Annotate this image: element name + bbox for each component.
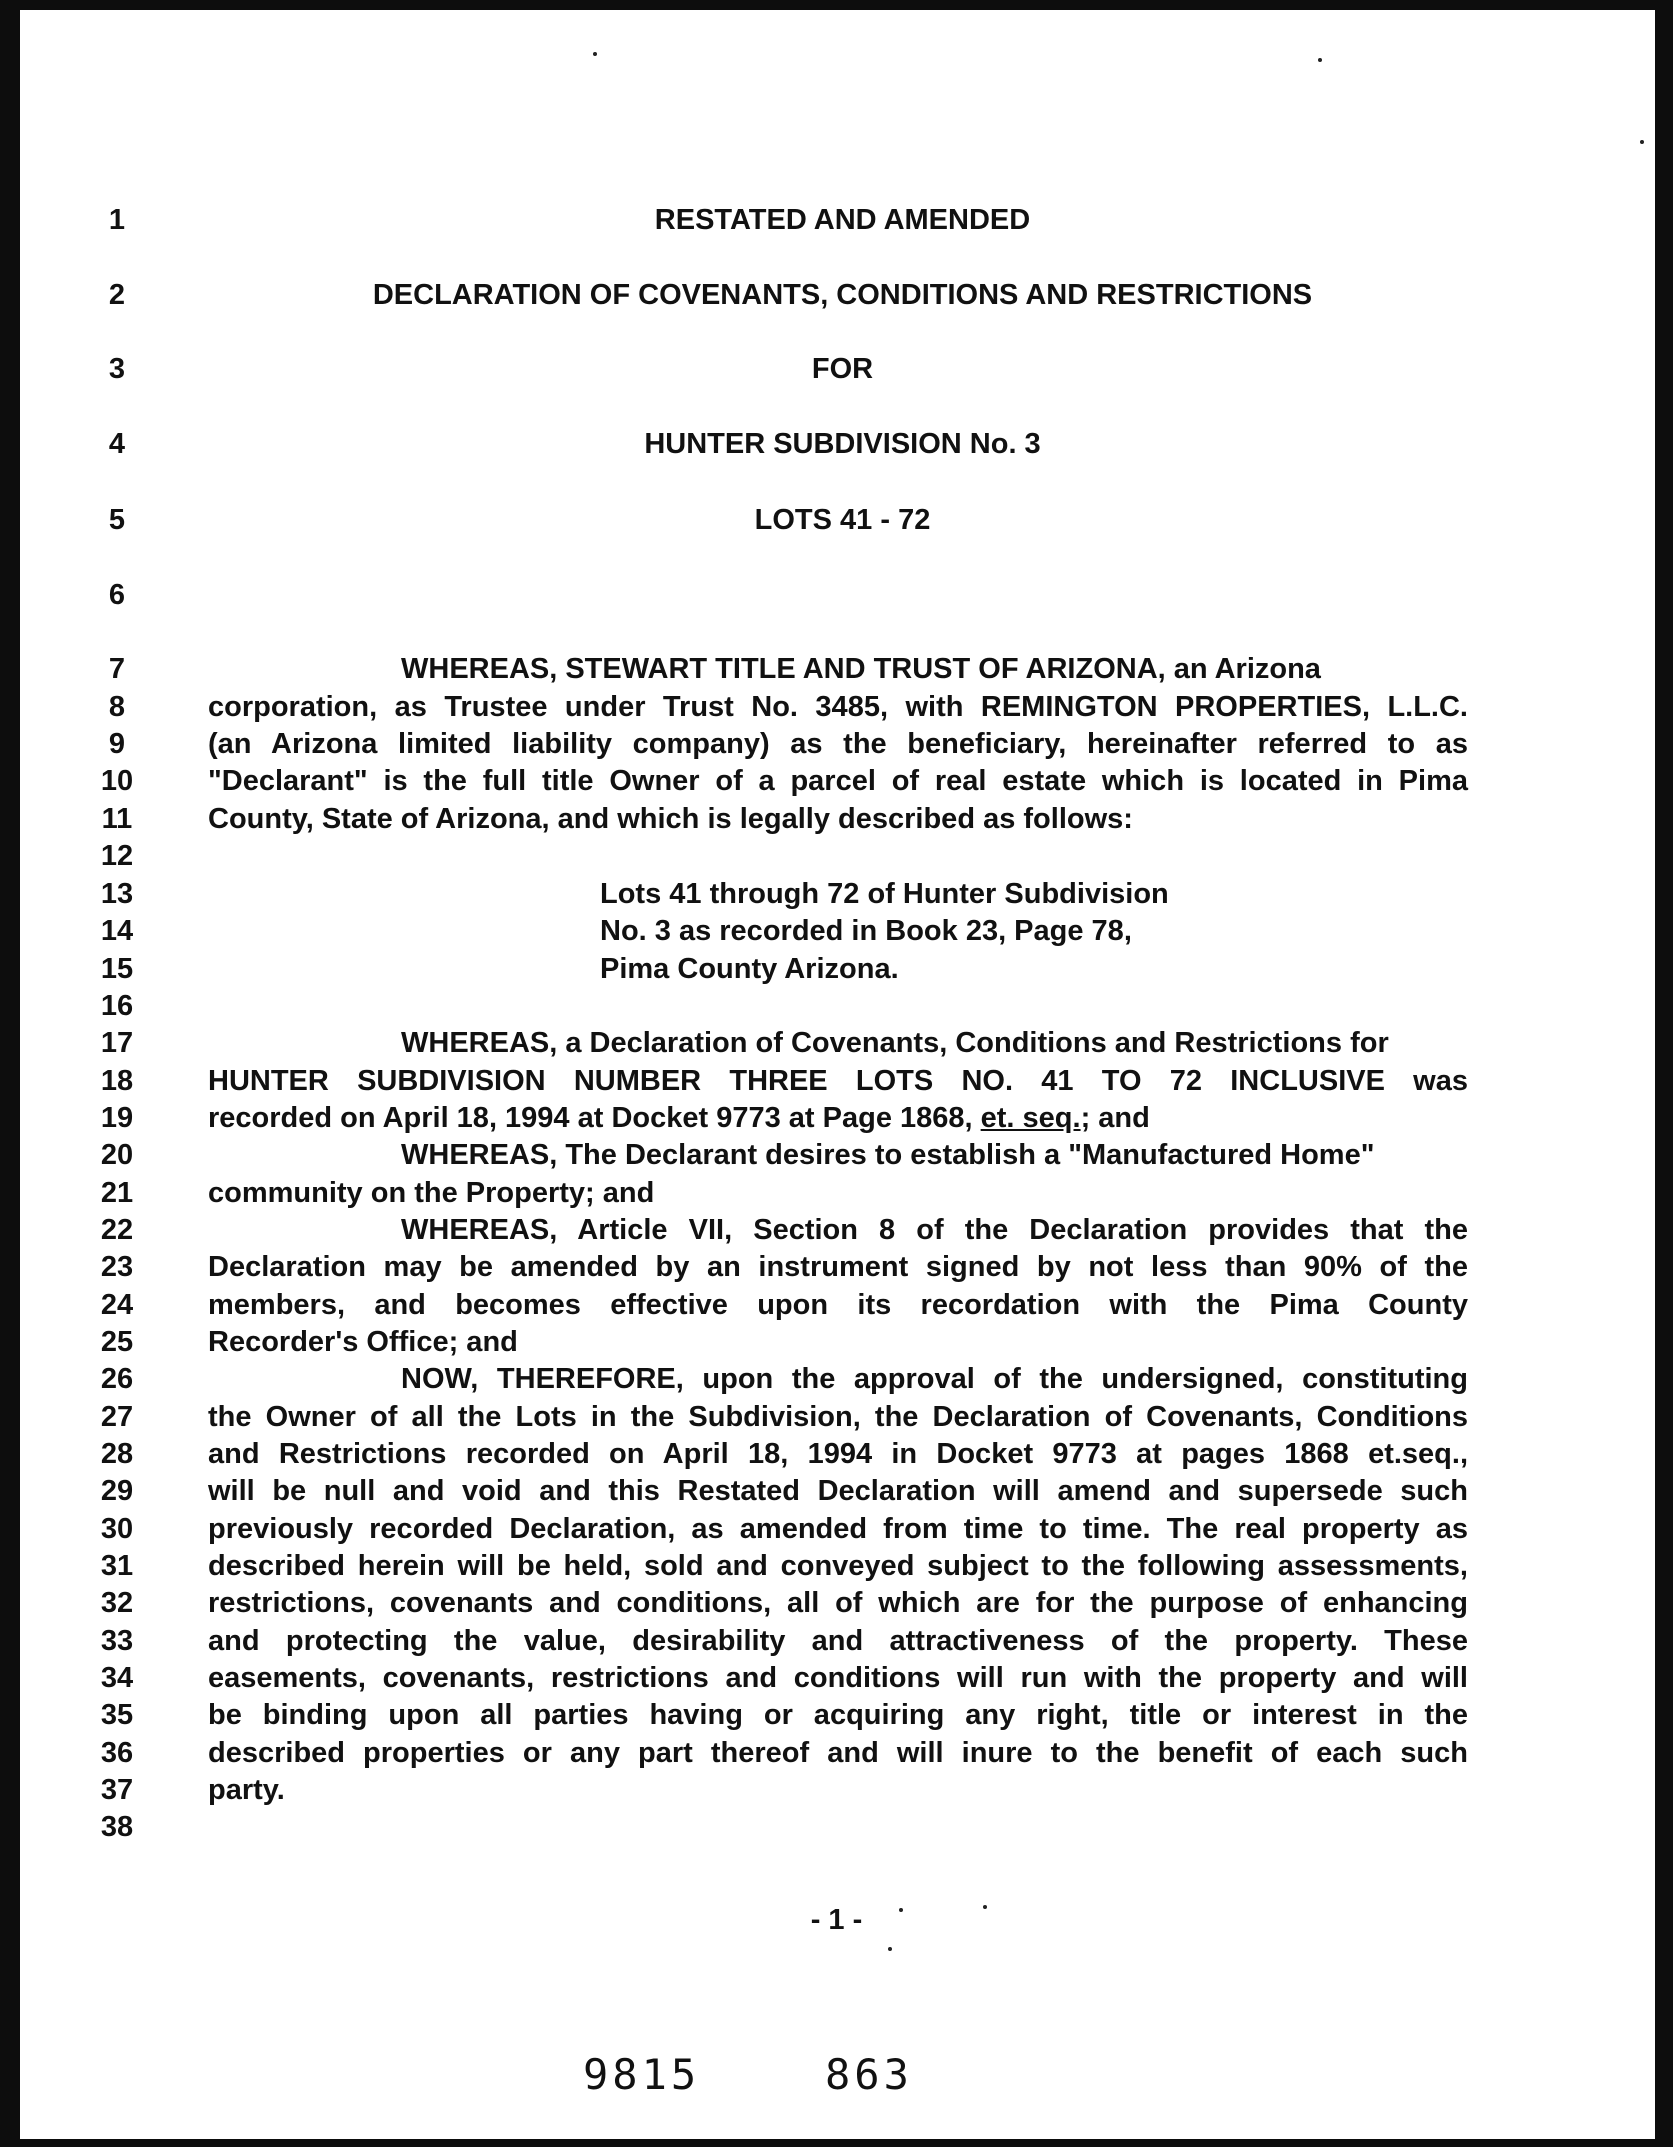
line-number: 36 <box>100 1737 134 1769</box>
scan-speck <box>593 52 597 56</box>
et-seq-underlined: et. seq. <box>980 1102 1081 1134</box>
body-line-27: the Owner of all the Lots in the Subdivision, the Declaration of Covenants, Conditions <box>208 1401 1468 1433</box>
title-line-3: FOR <box>811 353 874 385</box>
legal-line-14: No. 3 as recorded in Book 23, Page 78, <box>600 915 1132 947</box>
docket-number: 9815 <box>583 2050 701 2099</box>
line-number: 35 <box>100 1699 134 1731</box>
line-number: 38 <box>100 1811 134 1843</box>
body-line-20: WHEREAS, The Declarant desires to establish a "Manufactured Home" <box>401 1139 1375 1171</box>
body-line-32: restrictions, covenants and conditions, all of which are for the purpose of enhancing <box>208 1587 1468 1619</box>
body-line-36: described properties or any part thereof and will inure to the benefit of each such <box>208 1737 1468 1769</box>
body-line-26: NOW, THEREFORE, upon the approval of the undersigned, constituting <box>401 1363 1468 1395</box>
title-row-5 <box>0 502 1673 539</box>
line-number: 5 <box>108 504 126 536</box>
legal-line-13: Lots 41 through 72 of Hunter Subdivision <box>600 878 1169 910</box>
scan-speck <box>983 1905 987 1909</box>
body-line-33: and protecting the value, desirability and attractiveness of the property. These <box>208 1625 1468 1657</box>
title-line-5: LOTS 41 - 72 <box>754 504 931 536</box>
body-line-10: "Declarant" is the full title Owner of a parcel of real estate which is located in Pima <box>208 765 1468 797</box>
body-line-19-text: recorded on April 18, 1994 at Docket 9773 at Page 1868, <box>208 1102 973 1134</box>
line-number: 8 <box>108 691 126 723</box>
line-number: 12 <box>100 840 134 872</box>
line-number: 10 <box>100 765 134 797</box>
body-line-7: WHEREAS, STEWART TITLE AND TRUST OF ARIZONA, an Arizona <box>401 653 1321 685</box>
body-line-19 <box>208 1100 1150 1137</box>
body-line-30: previously recorded Declaration, as amended from time to time. The real property as <box>208 1513 1468 1545</box>
line-number: 34 <box>100 1662 134 1694</box>
line-number: 11 <box>101 803 133 835</box>
body-line-8: corporation, as Trustee under Trust No. 3485, with REMINGTON PROPERTIES, L.L.C. <box>208 691 1468 723</box>
body-line-9: (an Arizona limited liability company) as the beneficiary, hereinafter referred to as <box>208 728 1468 760</box>
page-number: - 1 - <box>810 1904 863 1936</box>
body-line-17: WHEREAS, a Declaration of Covenants, Conditions and Restrictions for <box>401 1027 1389 1059</box>
scan-speck <box>1318 58 1322 62</box>
line-number: 18 <box>100 1065 134 1097</box>
line-number: 33 <box>100 1625 134 1657</box>
line-number: 17 <box>100 1027 134 1059</box>
line-number: 13 <box>100 878 134 910</box>
body-line-29: will be null and void and this Restated Declaration will amend and supersede such <box>208 1475 1468 1507</box>
line-number: 24 <box>100 1289 134 1321</box>
body-line-23: Declaration may be amended by an instrument signed by not less than 90% of the <box>208 1251 1468 1283</box>
line-number: 21 <box>100 1177 134 1209</box>
body-line-35: be binding upon all parties having or acquiring any right, title or interest in the <box>208 1699 1468 1731</box>
line-number: 15 <box>100 953 134 985</box>
line-number: 1 <box>108 204 126 236</box>
body-line-28: and Restrictions recorded on April 18, 1994 in Docket 9773 at pages 1868 et.seq., <box>208 1438 1468 1470</box>
line-number: 4 <box>108 428 126 460</box>
line-number: 22 <box>100 1214 134 1246</box>
scan-speck <box>888 1947 892 1951</box>
line-number: 6 <box>108 579 126 611</box>
line-number: 29 <box>100 1475 134 1507</box>
line-number: 20 <box>100 1139 134 1171</box>
title-line-4: HUNTER SUBDIVISION No. 3 <box>644 428 1041 460</box>
line-number: 28 <box>100 1438 134 1470</box>
legal-line-15: Pima County Arizona. <box>600 953 899 985</box>
line-number: 26 <box>100 1363 134 1395</box>
docket-page-number: 863 <box>825 2050 913 2099</box>
body-line-21: community on the Property; and <box>208 1177 655 1209</box>
scan-speck <box>1640 140 1644 144</box>
title-row-4 <box>0 426 1673 463</box>
line-number: 2 <box>108 279 126 311</box>
line-number: 14 <box>100 915 134 947</box>
line-number: 19 <box>100 1102 134 1134</box>
body-line-31: described herein will be held, sold and conveyed subject to the following assessments, <box>208 1550 1468 1582</box>
body-line-22: WHEREAS, Article VII, Section 8 of the Declaration provides that the <box>401 1214 1468 1246</box>
title-row-1 <box>0 202 1673 239</box>
body-line-25: Recorder's Office; and <box>208 1326 518 1358</box>
body-line-24: members, and becomes effective upon its recordation with the Pima County <box>208 1289 1468 1321</box>
body-line-37: party. <box>208 1774 285 1806</box>
line-number: 7 <box>108 653 126 685</box>
line-number: 31 <box>100 1550 134 1582</box>
line-number: 37 <box>100 1774 134 1806</box>
line-number: 25 <box>100 1326 134 1358</box>
scan-speck <box>899 1908 903 1912</box>
line-number: 32 <box>100 1587 134 1619</box>
body-line-19-end: ; and <box>1080 1102 1150 1134</box>
line-number: 9 <box>108 728 126 760</box>
line-number: 3 <box>108 353 126 385</box>
line-number: 27 <box>100 1401 134 1433</box>
body-line-18: HUNTER SUBDIVISION NUMBER THREE LOTS NO. 41 TO 72 INCLUSIVE was <box>208 1065 1468 1097</box>
line-number: 16 <box>100 990 134 1022</box>
line-number: 30 <box>100 1513 134 1545</box>
title-row-2 <box>0 277 1673 314</box>
title-line-1: RESTATED AND AMENDED <box>654 204 1031 236</box>
body-line-34: easements, covenants, restrictions and conditions will run with the property and will <box>208 1662 1468 1694</box>
line-number: 23 <box>100 1251 134 1283</box>
title-row-3 <box>0 351 1673 388</box>
body-line-11: County, State of Arizona, and which is legally described as follows: <box>208 803 1133 835</box>
title-line-2: DECLARATION OF COVENANTS, CONDITIONS AND RESTRICTIONS <box>372 279 1313 311</box>
